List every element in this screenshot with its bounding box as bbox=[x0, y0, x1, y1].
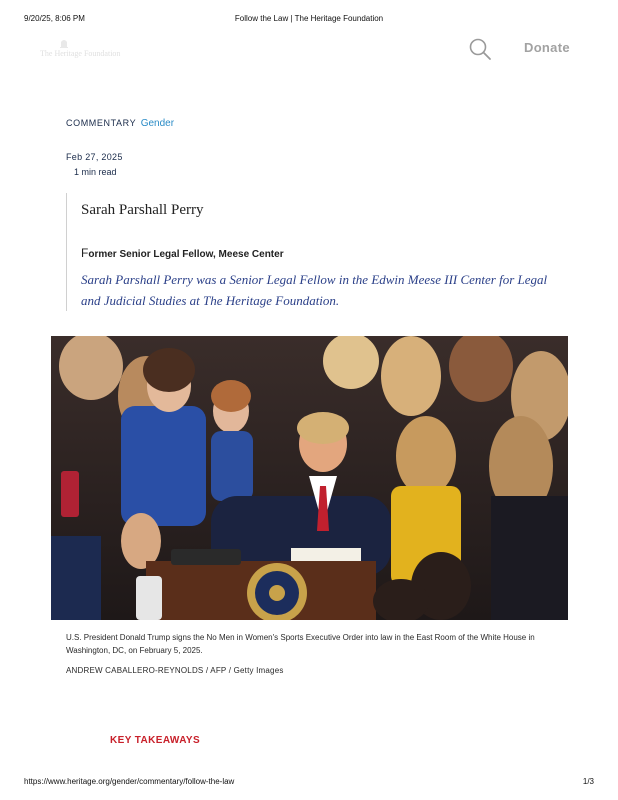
author-role-text: ormer Senior Legal Fellow, Meese Center bbox=[88, 249, 284, 260]
print-footer bbox=[24, 777, 594, 789]
key-takeaways-heading: KEY TAKEAWAYS bbox=[110, 735, 201, 746]
print-page-number: 1/3 bbox=[582, 777, 594, 786]
author-card bbox=[66, 193, 557, 311]
read-time: 1 min read bbox=[74, 167, 117, 177]
print-header bbox=[24, 14, 594, 26]
author-role-initial: F bbox=[81, 246, 89, 260]
topic-link[interactable]: Gender bbox=[140, 118, 175, 129]
author-bio: Sarah Parshall Perry was a Senior Legal Fellow in the Edwin Meese III Center for Legal and Judicial Studies at The Heritage Foundation. bbox=[81, 272, 548, 308]
print-url: https://www.heritage.org/gender/commentary/follow-the-law bbox=[24, 777, 235, 786]
donate-button[interactable]: Donate bbox=[524, 40, 570, 55]
print-datetime: 9/20/25, 8:06 PM bbox=[24, 14, 85, 23]
logo-text: The Heritage Foundation bbox=[40, 49, 121, 58]
author-name[interactable]: Sarah Parshall Perry bbox=[81, 202, 204, 218]
search-icon bbox=[468, 37, 492, 61]
publish-date: Feb 27, 2025 bbox=[66, 152, 123, 162]
search-button[interactable] bbox=[468, 37, 492, 61]
site-logo[interactable] bbox=[40, 38, 130, 60]
photo-credit: ANDREW CABALLERO-REYNOLDS / AFP / Getty Images bbox=[66, 666, 284, 675]
article-kicker bbox=[66, 118, 174, 129]
section-label: COMMENTARY bbox=[66, 118, 137, 128]
photo-caption: U.S. President Donald Trump signs the No Men in Women's Sports Executive Order into law in the East Room of the White House in Washington, DC, on February 5, 2025. bbox=[66, 633, 535, 655]
article-photo bbox=[51, 336, 568, 620]
author-role bbox=[81, 246, 284, 260]
print-page-title: Follow the Law | The Heritage Foundation bbox=[234, 14, 384, 23]
liberty-bell-icon bbox=[58, 38, 70, 48]
